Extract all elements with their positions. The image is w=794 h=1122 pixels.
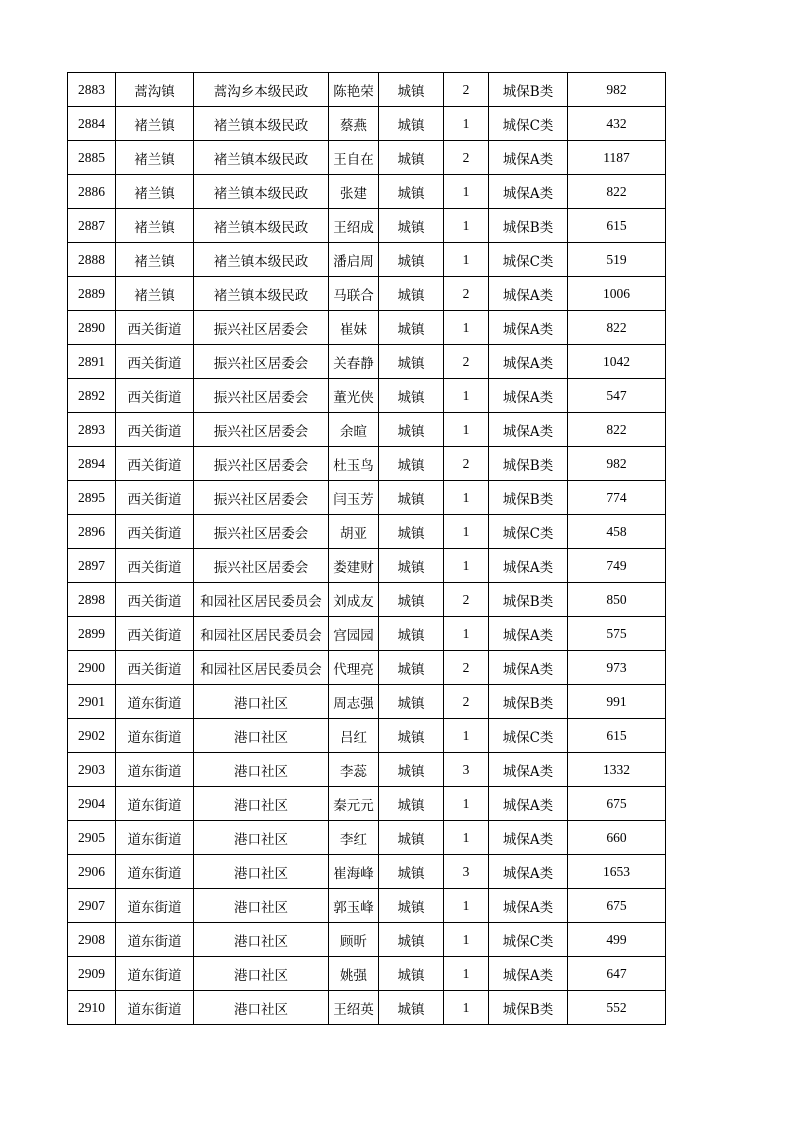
name-cell: 陈艳荣 xyxy=(329,73,379,107)
name-cell: 姚强 xyxy=(329,957,379,991)
serial-number-cell: 2889 xyxy=(68,277,116,311)
name-cell: 胡亚 xyxy=(329,515,379,549)
serial-number-cell: 2898 xyxy=(68,583,116,617)
table-row xyxy=(68,685,666,719)
amount-cell: 660 xyxy=(568,821,666,855)
town-cell: 道东街道 xyxy=(116,753,194,787)
household-type-cell: 城镇 xyxy=(379,209,444,243)
unit-cell: 振兴社区居委会 xyxy=(194,311,329,345)
persons-count-cell: 1 xyxy=(444,481,489,515)
category-cell: 城保A类 xyxy=(489,311,568,345)
household-type-cell: 城镇 xyxy=(379,957,444,991)
table-row xyxy=(68,651,666,685)
unit-cell: 港口社区 xyxy=(194,923,329,957)
category-cell: 城保A类 xyxy=(489,957,568,991)
table-row xyxy=(68,379,666,413)
town-cell: 西关街道 xyxy=(116,345,194,379)
name-cell: 王自在 xyxy=(329,141,379,175)
table-row xyxy=(68,617,666,651)
table-row xyxy=(68,481,666,515)
serial-number-cell: 2904 xyxy=(68,787,116,821)
category-cell: 城保B类 xyxy=(489,73,568,107)
table-row xyxy=(68,855,666,889)
serial-number-cell: 2896 xyxy=(68,515,116,549)
town-cell: 褚兰镇 xyxy=(116,141,194,175)
unit-cell: 港口社区 xyxy=(194,753,329,787)
allowance-register-table xyxy=(67,72,666,1025)
category-cell: 城保A类 xyxy=(489,889,568,923)
table-row xyxy=(68,107,666,141)
household-type-cell: 城镇 xyxy=(379,175,444,209)
serial-number-cell: 2886 xyxy=(68,175,116,209)
category-cell: 城保B类 xyxy=(489,481,568,515)
amount-cell: 822 xyxy=(568,175,666,209)
table-row xyxy=(68,413,666,447)
household-type-cell: 城镇 xyxy=(379,617,444,651)
persons-count-cell: 1 xyxy=(444,379,489,413)
town-cell: 褚兰镇 xyxy=(116,107,194,141)
household-type-cell: 城镇 xyxy=(379,379,444,413)
category-cell: 城保B类 xyxy=(489,583,568,617)
town-cell: 西关街道 xyxy=(116,651,194,685)
table-row xyxy=(68,141,666,175)
amount-cell: 458 xyxy=(568,515,666,549)
unit-cell: 港口社区 xyxy=(194,991,329,1025)
unit-cell: 振兴社区居委会 xyxy=(194,515,329,549)
table-row xyxy=(68,787,666,821)
persons-count-cell: 1 xyxy=(444,957,489,991)
unit-cell: 港口社区 xyxy=(194,821,329,855)
persons-count-cell: 1 xyxy=(444,107,489,141)
household-type-cell: 城镇 xyxy=(379,515,444,549)
category-cell: 城保B类 xyxy=(489,209,568,243)
amount-cell: 749 xyxy=(568,549,666,583)
name-cell: 关春静 xyxy=(329,345,379,379)
name-cell: 王绍英 xyxy=(329,991,379,1025)
name-cell: 崔妹 xyxy=(329,311,379,345)
amount-cell: 982 xyxy=(568,447,666,481)
name-cell: 董光侠 xyxy=(329,379,379,413)
category-cell: 城保C类 xyxy=(489,719,568,753)
town-cell: 道东街道 xyxy=(116,923,194,957)
amount-cell: 991 xyxy=(568,685,666,719)
table-body xyxy=(68,73,666,1025)
amount-cell: 647 xyxy=(568,957,666,991)
unit-cell: 蒿沟乡本级民政 xyxy=(194,73,329,107)
unit-cell: 港口社区 xyxy=(194,719,329,753)
town-cell: 褚兰镇 xyxy=(116,209,194,243)
category-cell: 城保A类 xyxy=(489,413,568,447)
household-type-cell: 城镇 xyxy=(379,107,444,141)
category-cell: 城保C类 xyxy=(489,243,568,277)
serial-number-cell: 2902 xyxy=(68,719,116,753)
serial-number-cell: 2909 xyxy=(68,957,116,991)
amount-cell: 973 xyxy=(568,651,666,685)
household-type-cell: 城镇 xyxy=(379,753,444,787)
unit-cell: 褚兰镇本级民政 xyxy=(194,141,329,175)
amount-cell: 432 xyxy=(568,107,666,141)
amount-cell: 850 xyxy=(568,583,666,617)
name-cell: 吕红 xyxy=(329,719,379,753)
unit-cell: 和园社区居民委员会 xyxy=(194,617,329,651)
serial-number-cell: 2903 xyxy=(68,753,116,787)
serial-number-cell: 2908 xyxy=(68,923,116,957)
amount-cell: 1006 xyxy=(568,277,666,311)
category-cell: 城保A类 xyxy=(489,787,568,821)
amount-cell: 552 xyxy=(568,991,666,1025)
household-type-cell: 城镇 xyxy=(379,481,444,515)
name-cell: 周志强 xyxy=(329,685,379,719)
serial-number-cell: 2884 xyxy=(68,107,116,141)
household-type-cell: 城镇 xyxy=(379,651,444,685)
serial-number-cell: 2894 xyxy=(68,447,116,481)
amount-cell: 774 xyxy=(568,481,666,515)
unit-cell: 振兴社区居委会 xyxy=(194,481,329,515)
town-cell: 西关街道 xyxy=(116,481,194,515)
unit-cell: 和园社区居民委员会 xyxy=(194,583,329,617)
unit-cell: 港口社区 xyxy=(194,685,329,719)
persons-count-cell: 1 xyxy=(444,991,489,1025)
serial-number-cell: 2910 xyxy=(68,991,116,1025)
category-cell: 城保C类 xyxy=(489,515,568,549)
household-type-cell: 城镇 xyxy=(379,583,444,617)
category-cell: 城保A类 xyxy=(489,753,568,787)
persons-count-cell: 2 xyxy=(444,73,489,107)
name-cell: 张建 xyxy=(329,175,379,209)
household-type-cell: 城镇 xyxy=(379,549,444,583)
category-cell: 城保A类 xyxy=(489,549,568,583)
serial-number-cell: 2901 xyxy=(68,685,116,719)
household-type-cell: 城镇 xyxy=(379,73,444,107)
unit-cell: 港口社区 xyxy=(194,889,329,923)
persons-count-cell: 1 xyxy=(444,719,489,753)
unit-cell: 振兴社区居委会 xyxy=(194,345,329,379)
table-row xyxy=(68,209,666,243)
persons-count-cell: 1 xyxy=(444,515,489,549)
amount-cell: 519 xyxy=(568,243,666,277)
table-row xyxy=(68,277,666,311)
amount-cell: 615 xyxy=(568,209,666,243)
serial-number-cell: 2893 xyxy=(68,413,116,447)
household-type-cell: 城镇 xyxy=(379,787,444,821)
amount-cell: 822 xyxy=(568,413,666,447)
table-row xyxy=(68,991,666,1025)
household-type-cell: 城镇 xyxy=(379,243,444,277)
persons-count-cell: 2 xyxy=(444,447,489,481)
household-type-cell: 城镇 xyxy=(379,413,444,447)
town-cell: 道东街道 xyxy=(116,719,194,753)
household-type-cell: 城镇 xyxy=(379,923,444,957)
town-cell: 道东街道 xyxy=(116,957,194,991)
category-cell: 城保A类 xyxy=(489,141,568,175)
household-type-cell: 城镇 xyxy=(379,889,444,923)
amount-cell: 675 xyxy=(568,787,666,821)
town-cell: 褚兰镇 xyxy=(116,175,194,209)
name-cell: 郭玉峰 xyxy=(329,889,379,923)
serial-number-cell: 2907 xyxy=(68,889,116,923)
amount-cell: 1187 xyxy=(568,141,666,175)
serial-number-cell: 2906 xyxy=(68,855,116,889)
unit-cell: 振兴社区居委会 xyxy=(194,447,329,481)
town-cell: 西关街道 xyxy=(116,447,194,481)
serial-number-cell: 2883 xyxy=(68,73,116,107)
town-cell: 西关街道 xyxy=(116,583,194,617)
persons-count-cell: 2 xyxy=(444,651,489,685)
unit-cell: 褚兰镇本级民政 xyxy=(194,243,329,277)
persons-count-cell: 1 xyxy=(444,617,489,651)
town-cell: 道东街道 xyxy=(116,821,194,855)
household-type-cell: 城镇 xyxy=(379,991,444,1025)
unit-cell: 褚兰镇本级民政 xyxy=(194,175,329,209)
serial-number-cell: 2897 xyxy=(68,549,116,583)
name-cell: 杜玉鸟 xyxy=(329,447,379,481)
table-row xyxy=(68,345,666,379)
name-cell: 蔡燕 xyxy=(329,107,379,141)
persons-count-cell: 1 xyxy=(444,923,489,957)
serial-number-cell: 2885 xyxy=(68,141,116,175)
amount-cell: 982 xyxy=(568,73,666,107)
unit-cell: 褚兰镇本级民政 xyxy=(194,107,329,141)
serial-number-cell: 2900 xyxy=(68,651,116,685)
category-cell: 城保B类 xyxy=(489,447,568,481)
amount-cell: 1332 xyxy=(568,753,666,787)
town-cell: 西关街道 xyxy=(116,549,194,583)
unit-cell: 港口社区 xyxy=(194,787,329,821)
serial-number-cell: 2892 xyxy=(68,379,116,413)
persons-count-cell: 2 xyxy=(444,141,489,175)
amount-cell: 575 xyxy=(568,617,666,651)
name-cell: 马联合 xyxy=(329,277,379,311)
town-cell: 西关街道 xyxy=(116,413,194,447)
amount-cell: 615 xyxy=(568,719,666,753)
category-cell: 城保A类 xyxy=(489,345,568,379)
unit-cell: 和园社区居民委员会 xyxy=(194,651,329,685)
name-cell: 闫玉芳 xyxy=(329,481,379,515)
table-row xyxy=(68,889,666,923)
category-cell: 城保B类 xyxy=(489,685,568,719)
town-cell: 西关街道 xyxy=(116,379,194,413)
name-cell: 李蕊 xyxy=(329,753,379,787)
persons-count-cell: 1 xyxy=(444,175,489,209)
category-cell: 城保C类 xyxy=(489,923,568,957)
household-type-cell: 城镇 xyxy=(379,311,444,345)
category-cell: 城保A类 xyxy=(489,617,568,651)
amount-cell: 1042 xyxy=(568,345,666,379)
unit-cell: 港口社区 xyxy=(194,855,329,889)
household-type-cell: 城镇 xyxy=(379,821,444,855)
category-cell: 城保A类 xyxy=(489,855,568,889)
persons-count-cell: 2 xyxy=(444,345,489,379)
unit-cell: 振兴社区居委会 xyxy=(194,549,329,583)
persons-count-cell: 3 xyxy=(444,753,489,787)
amount-cell: 822 xyxy=(568,311,666,345)
category-cell: 城保A类 xyxy=(489,175,568,209)
persons-count-cell: 2 xyxy=(444,277,489,311)
household-type-cell: 城镇 xyxy=(379,277,444,311)
table-row xyxy=(68,447,666,481)
unit-cell: 振兴社区居委会 xyxy=(194,413,329,447)
household-type-cell: 城镇 xyxy=(379,855,444,889)
serial-number-cell: 2888 xyxy=(68,243,116,277)
town-cell: 蒿沟镇 xyxy=(116,73,194,107)
table-row xyxy=(68,753,666,787)
name-cell: 代理亮 xyxy=(329,651,379,685)
unit-cell: 港口社区 xyxy=(194,957,329,991)
category-cell: 城保A类 xyxy=(489,277,568,311)
persons-count-cell: 1 xyxy=(444,209,489,243)
name-cell: 余暄 xyxy=(329,413,379,447)
town-cell: 道东街道 xyxy=(116,889,194,923)
town-cell: 道东街道 xyxy=(116,685,194,719)
household-type-cell: 城镇 xyxy=(379,141,444,175)
town-cell: 西关街道 xyxy=(116,617,194,651)
persons-count-cell: 1 xyxy=(444,413,489,447)
amount-cell: 547 xyxy=(568,379,666,413)
table-row xyxy=(68,243,666,277)
table-row xyxy=(68,515,666,549)
table-row xyxy=(68,175,666,209)
name-cell: 崔海峰 xyxy=(329,855,379,889)
serial-number-cell: 2899 xyxy=(68,617,116,651)
persons-count-cell: 1 xyxy=(444,821,489,855)
serial-number-cell: 2905 xyxy=(68,821,116,855)
town-cell: 褚兰镇 xyxy=(116,243,194,277)
name-cell: 王绍成 xyxy=(329,209,379,243)
town-cell: 西关街道 xyxy=(116,311,194,345)
table-row xyxy=(68,923,666,957)
persons-count-cell: 1 xyxy=(444,787,489,821)
town-cell: 道东街道 xyxy=(116,855,194,889)
serial-number-cell: 2895 xyxy=(68,481,116,515)
category-cell: 城保A类 xyxy=(489,821,568,855)
table-row xyxy=(68,957,666,991)
amount-cell: 675 xyxy=(568,889,666,923)
table-row xyxy=(68,719,666,753)
serial-number-cell: 2891 xyxy=(68,345,116,379)
persons-count-cell: 1 xyxy=(444,549,489,583)
table-row xyxy=(68,549,666,583)
name-cell: 秦元元 xyxy=(329,787,379,821)
unit-cell: 振兴社区居委会 xyxy=(194,379,329,413)
name-cell: 潘启周 xyxy=(329,243,379,277)
persons-count-cell: 1 xyxy=(444,311,489,345)
household-type-cell: 城镇 xyxy=(379,685,444,719)
name-cell: 李红 xyxy=(329,821,379,855)
household-type-cell: 城镇 xyxy=(379,345,444,379)
name-cell: 刘成友 xyxy=(329,583,379,617)
household-type-cell: 城镇 xyxy=(379,719,444,753)
persons-count-cell: 2 xyxy=(444,583,489,617)
unit-cell: 褚兰镇本级民政 xyxy=(194,209,329,243)
amount-cell: 499 xyxy=(568,923,666,957)
table-row xyxy=(68,311,666,345)
amount-cell: 1653 xyxy=(568,855,666,889)
category-cell: 城保B类 xyxy=(489,991,568,1025)
serial-number-cell: 2890 xyxy=(68,311,116,345)
name-cell: 宫园园 xyxy=(329,617,379,651)
town-cell: 道东街道 xyxy=(116,991,194,1025)
table-row xyxy=(68,583,666,617)
category-cell: 城保C类 xyxy=(489,107,568,141)
persons-count-cell: 1 xyxy=(444,889,489,923)
serial-number-cell: 2887 xyxy=(68,209,116,243)
name-cell: 顾昕 xyxy=(329,923,379,957)
persons-count-cell: 1 xyxy=(444,243,489,277)
unit-cell: 褚兰镇本级民政 xyxy=(194,277,329,311)
town-cell: 西关街道 xyxy=(116,515,194,549)
category-cell: 城保A类 xyxy=(489,651,568,685)
table-row xyxy=(68,821,666,855)
town-cell: 道东街道 xyxy=(116,787,194,821)
name-cell: 娄建财 xyxy=(329,549,379,583)
town-cell: 褚兰镇 xyxy=(116,277,194,311)
persons-count-cell: 2 xyxy=(444,685,489,719)
table-row xyxy=(68,73,666,107)
category-cell: 城保A类 xyxy=(489,379,568,413)
persons-count-cell: 3 xyxy=(444,855,489,889)
household-type-cell: 城镇 xyxy=(379,447,444,481)
